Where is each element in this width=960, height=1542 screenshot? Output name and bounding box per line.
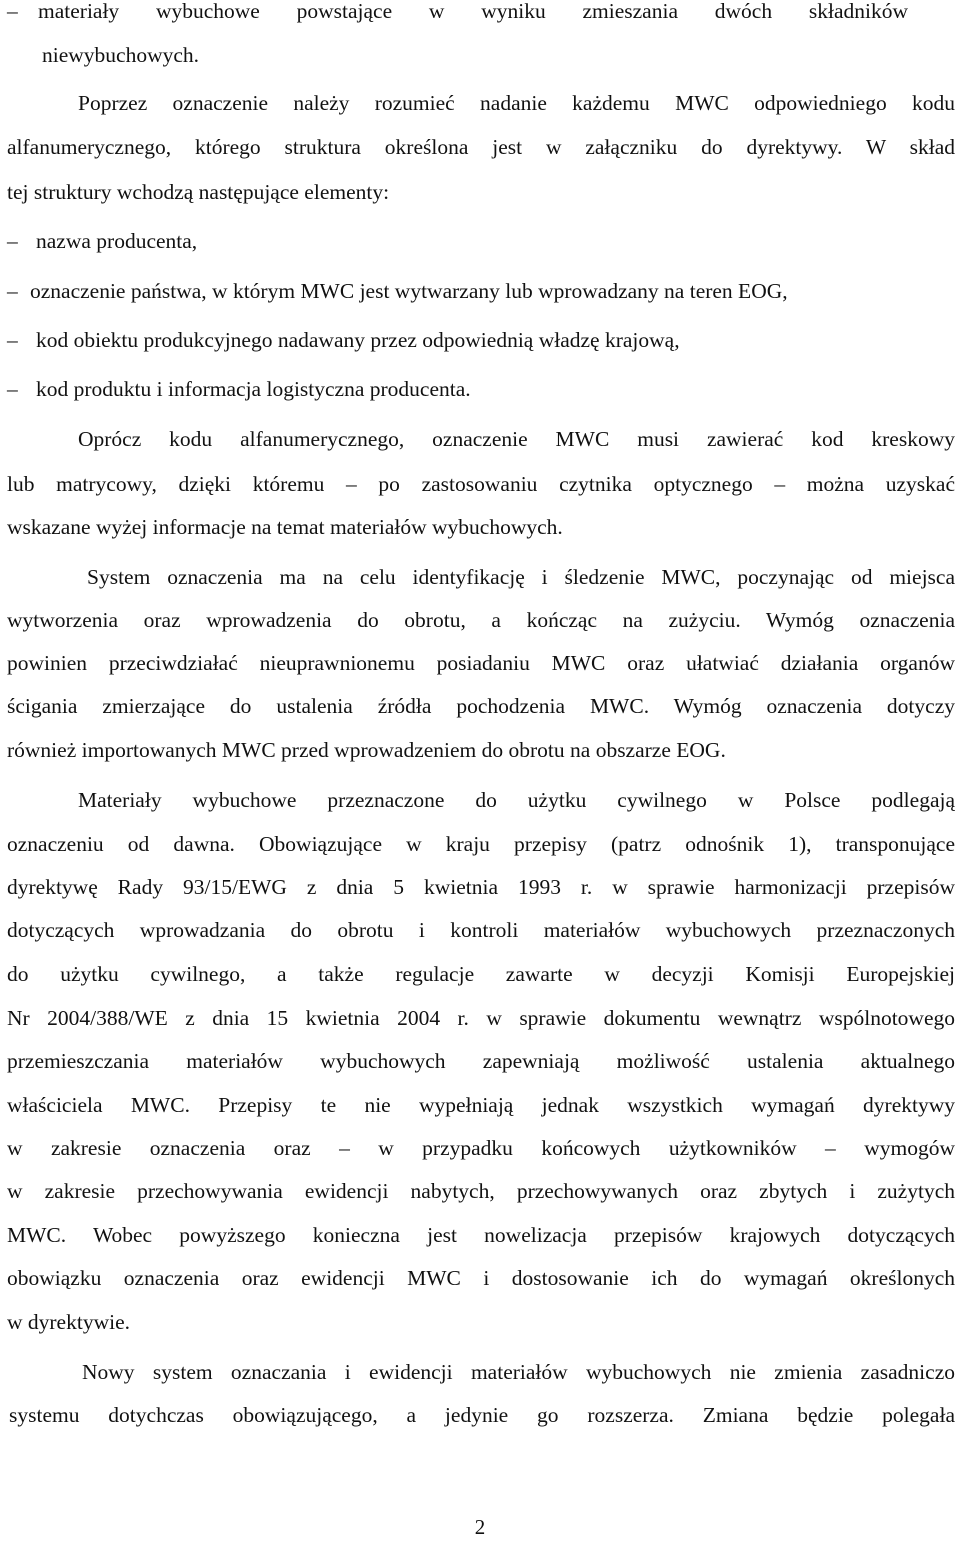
text-line: materiały wybuchowe powstające w wyniku zmieszania dwóch składników [38, 0, 908, 23]
list-dash: – [7, 0, 18, 23]
text-line: Oprócz kodu alfanumerycznego, oznaczenie MWC musi zawierać kod kreskowy [78, 427, 955, 451]
list-dash: – [7, 279, 18, 303]
list-item: oznaczenie państwa, w którym MWC jest wytwarzany lub wprowadzany na teren EOG, [30, 279, 788, 303]
text-line: niewybuchowych. [42, 43, 200, 67]
text-line: tej struktury wchodzą następujące elementy: [7, 180, 390, 204]
text-line: przemieszczania materiałów wybuchowych zapewniają możliwość ustalenia aktualnego [7, 1049, 955, 1073]
list-dash: – [7, 328, 18, 352]
text-line: w zakresie oznaczenia oraz – w przypadku końcowych użytkowników – wymogów [7, 1136, 955, 1160]
text-line: alfanumerycznego, którego struktura określona jest w załączniku do dyrektywy. W skład [7, 135, 955, 159]
text-line: systemu dotychczas obowiązującego, a jedynie go rozszerza. Zmiana będzie polegała [9, 1403, 955, 1427]
text-line: również importowanych MWC przed wprowadzeniem do obrotu na obszarze EOG. [7, 738, 726, 762]
list-item: kod obiektu produkcyjnego nadawany przez odpowiednią władzę krajową, [36, 328, 680, 352]
text-line: oznaczeniu od dawna. Obowiązujące w kraju przepisy (patrz odnośnik 1), transponujące [7, 832, 955, 856]
list-dash: – [7, 377, 18, 401]
text-line: Materiały wybuchowe przeznaczone do użytku cywilnego w Polsce podlegają [78, 788, 955, 812]
text-line: dotyczących wprowadzania do obrotu i kontroli materiałów wybuchowych przeznaczonych [7, 918, 955, 942]
text-line: do użytku cywilnego, a także regulacje zawarte w decyzji Komisji Europejskiej [7, 962, 955, 986]
text-line: ścigania zmierzające do ustalenia źródła pochodzenia MWC. Wymóg oznaczenia dotyczy [7, 694, 955, 718]
list-item: kod produktu i informacja logistyczna producenta. [36, 377, 471, 401]
text-line: Nr 2004/388/WE z dnia 15 kwietnia 2004 r. w sprawie dokumentu wewnątrz wspólnotowego [7, 1006, 955, 1030]
text-line: w dyrektywie. [7, 1310, 130, 1334]
text-line: w zakresie przechowywania ewidencji nabytych, przechowywanych oraz zbytych i zużytych [7, 1179, 955, 1203]
text-line: Poprzez oznaczenie należy rozumieć nadanie każdemu MWC odpowiedniego kodu [78, 91, 955, 115]
text-line: właściciela MWC. Przepisy te nie wypełniają jednak wszystkich wymagań dyrektywy [7, 1093, 955, 1117]
text-line: obowiązku oznaczenia oraz ewidencji MWC i dostosowanie ich do wymagań określonych [7, 1266, 955, 1290]
text-line: dyrektywę Rady 93/15/EWG z dnia 5 kwietnia 1993 r. w sprawie harmonizacji przepisów [7, 875, 955, 899]
list-dash: – [7, 229, 18, 253]
text-line: wytworzenia oraz wprowadzenia do obrotu, a kończąc na zużyciu. Wymóg oznaczenia [7, 608, 955, 632]
text-line: System oznaczenia ma na celu identyfikację i śledzenie MWC, poczynając od miejsca [87, 565, 955, 589]
text-line: Nowy system oznaczania i ewidencji materiałów wybuchowych nie zmienia zasadniczo [82, 1360, 955, 1384]
text-line: powinien przeciwdziałać nieuprawnionemu posiadaniu MWC oraz ułatwiać działania organów [7, 651, 955, 675]
text-line: wskazane wyżej informacje na temat materiałów wybuchowych. [7, 515, 563, 539]
text-line: lub matrycowy, dzięki któremu – po zastosowaniu czytnika optycznego – można uzyskać [7, 472, 955, 496]
page-number: 2 [474, 1515, 486, 1539]
list-item: nazwa producenta, [36, 229, 198, 253]
text-line: MWC. Wobec powyższego konieczna jest nowelizacja przepisów krajowych dotyczących [7, 1223, 955, 1247]
